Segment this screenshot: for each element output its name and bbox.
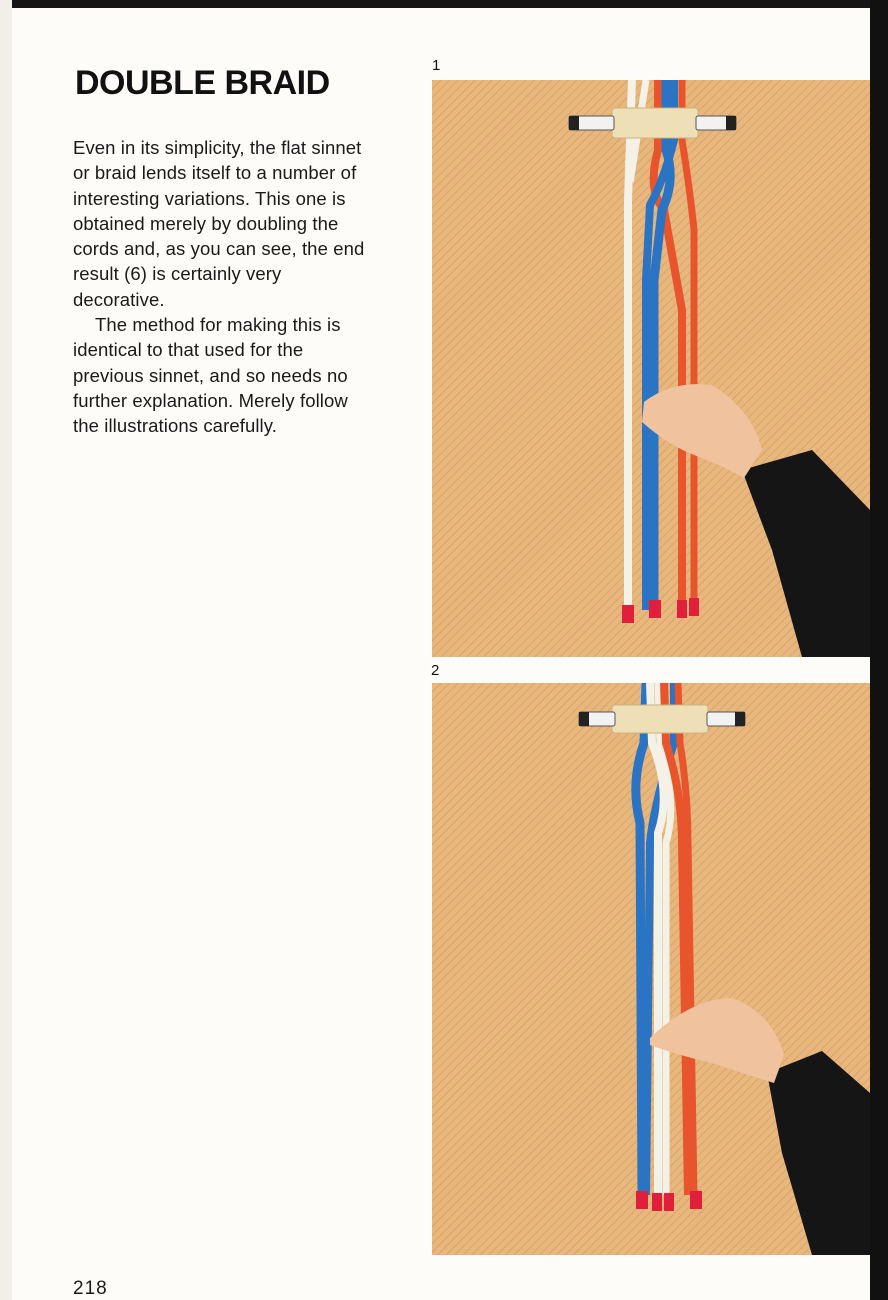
cord-tip [636,1191,648,1209]
cord-tip [652,1193,662,1211]
clamp-right-end [735,712,745,726]
figure-1-number: 1 [432,57,441,74]
body-text [73,135,373,439]
page-right-edge [870,0,888,1300]
paragraph-2: The method for making this is identical to that used for the previous sinnet, and so needs no further explanation. Merely follow the illustrations carefully. [73,314,348,437]
clamp-left-end [569,116,579,130]
cord-tip [649,600,661,618]
cord-tip [689,598,699,616]
figure-2-photo [432,683,870,1255]
clamp-left-end [579,712,589,726]
page-top-edge [0,0,888,8]
clamp-right-end [726,116,736,130]
cord-holder [612,705,708,733]
figure-2-illustration [432,683,870,1255]
cord-tip [677,600,687,618]
cord-tip [664,1193,674,1211]
paragraph-1: Even in its simplicity, the flat sinnet or braid lends itself to a number of interesting variations. This one is obtained merely by doubling the cords and, as you can see, the end result (6) is certainly very decorative. [73,137,365,310]
page-number: 218 [73,1278,108,1299]
figure-1-photo [432,80,870,657]
cord-tip [690,1191,702,1209]
figure-2-number: 2 [431,662,440,679]
figure-1-illustration [432,80,870,657]
cord-tip [622,605,634,623]
cord-holder [612,108,698,138]
page-title: DOUBLE BRAID [75,64,330,102]
page-left-edge [0,0,12,1300]
